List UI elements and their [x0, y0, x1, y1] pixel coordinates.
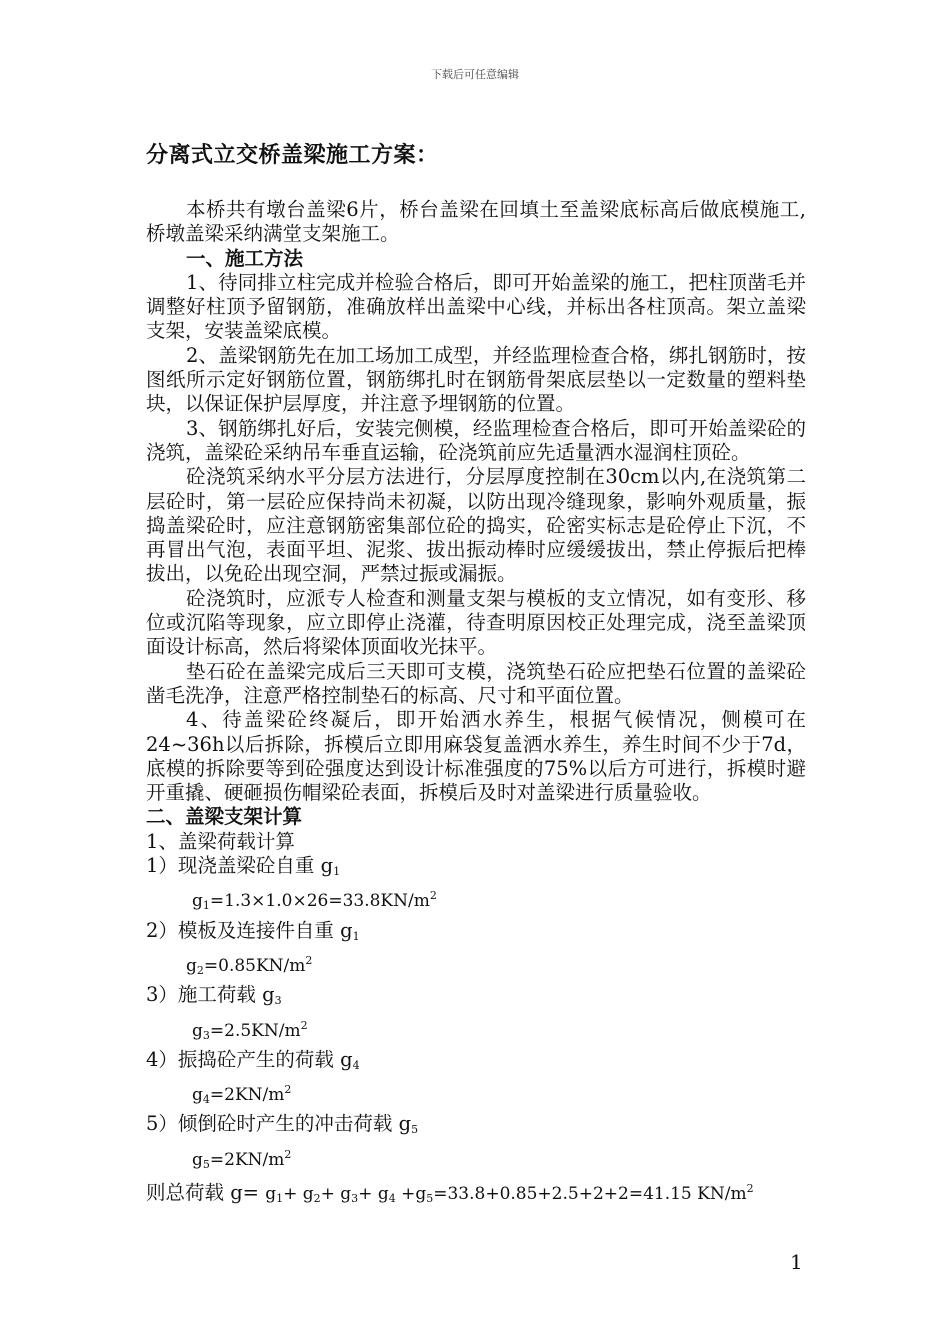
paragraph-pouring: 砼浇筑采纳水平分层方法进行，分层厚度控制在30cm以内,在浇筑第二层砼时，第一层砼应保持尚未初凝，以防出现冷缝现象，影响外观质量，振捣盖梁砼时，应注意钢筋密集部位砼的捣实，砼密实标志是砼停止下沉，不再冒出气泡，表面平坦、泥浆、拔出振动棒时应缓缓拔出，禁止停振后把棒拔出，以免砼出现空洞，严禁过振或漏振。	[146, 465, 806, 586]
load-formula-3: $g_3=2.5KN/m^2$	[192, 1018, 308, 1042]
load-formula-1: $g_1=1.3\times 1.0\times 26=33.8KN/m^2$	[192, 889, 437, 913]
load-item-5: 5）倾倒砼时产生的冲击荷载 $g_5$	[146, 1112, 419, 1137]
load-item-1: 1）现浇盖梁砼自重 $g_1$	[146, 854, 341, 879]
load-item-3: 3）施工荷载 $g_3$	[146, 983, 282, 1008]
paragraph-bearing-pad: 垫石砼在盖梁完成后三天即可支模，浇筑垫石砼应把垫石位置的盖梁砼凿毛洗净，注意严格控制垫石的标高、尺寸和平面位置。	[146, 659, 806, 707]
paragraph-step-1: 1、待同排立柱完成并检验合格后，即可开始盖梁的施工，把柱顶凿毛并调整好柱顶予留钢筋，准确放样出盖梁中心线，并标出各柱顶高。架立盖梁支架，安装盖梁底模。	[146, 270, 806, 343]
paragraph-step-3: 3、钢筋绑扎好后，安装完侧模，经监理检查合格后，即可开始盖梁砼的浇筑，盖梁砼采纳吊车垂直运输，砼浇筑前应先适量洒水湿润柱顶砼。	[146, 416, 806, 464]
load-formula-5: $g_5=2KN/m^2$	[192, 1147, 292, 1171]
load-item-4: 4）振捣砼产生的荷载 $g_4$	[146, 1047, 360, 1072]
document-body	[146, 198, 806, 1211]
subsection-heading: 1、盖梁荷载计算	[146, 829, 295, 853]
page-number: 1	[790, 1250, 803, 1274]
load-formula-4: $g_4=2KN/m^2$	[192, 1083, 292, 1107]
document-title: 分离式立交桥盖梁施工方案：	[146, 142, 439, 168]
load-formula-2: $g_2=0.85KN/m^2$	[186, 953, 313, 977]
paragraph-step-4: 4、待盖梁砼终凝后，即开始洒水养生，根据气候情况，侧模可在24~36h以后拆除，拆模后立即用麻袋复盖洒水养生，养生时间不少于7d，底模的拆除要等到砼强度达到设计标准强度的75%以后方可进行，拆模时避开重撬、硬砸损伤帽梁砼表面，拆模后及时对盖梁进行质量验收。	[146, 708, 806, 805]
paragraph-step-2: 2、盖梁钢筋先在加工场加工成型，并经监理检查合格，绑扎钢筋时，按图纸所示定好钢筋位置，钢筋绑扎时在钢筋骨架底层垫以一定数量的塑料垫块，以保证保护层厚度，并注意予埋钢筋的位置。	[146, 343, 806, 416]
intro-paragraph: 本桥共有墩台盖梁6片，桥台盖梁在回填土至盖梁底标高后做底模施工,桥墩盖梁采纳满堂支架施工。	[146, 198, 806, 246]
section-heading-2: 二、盖梁支架计算	[146, 805, 303, 829]
total-load: 则总荷载 $g= g_1+ g_2+ g_3+ g_4 +g_5=33.8+0.85+2.5+2+2=41.15$ $KN/m^2$	[146, 1180, 754, 1205]
load-item-2: 2）模板及连接件自重 $g_1$	[146, 918, 360, 943]
paragraph-inspection: 砼浇筑时，应派专人检查和测量支架与模板的支立情况，如有变形、移位或沉陷等现象，应立即停止浇灌，待查明原因校正处理完成，浇至盖梁顶面设计标高，然后将梁体顶面收光抹平。	[146, 586, 806, 659]
page-header: 下载后可任意编辑	[431, 68, 519, 81]
section-heading-1: 一、施工方法	[186, 246, 304, 270]
